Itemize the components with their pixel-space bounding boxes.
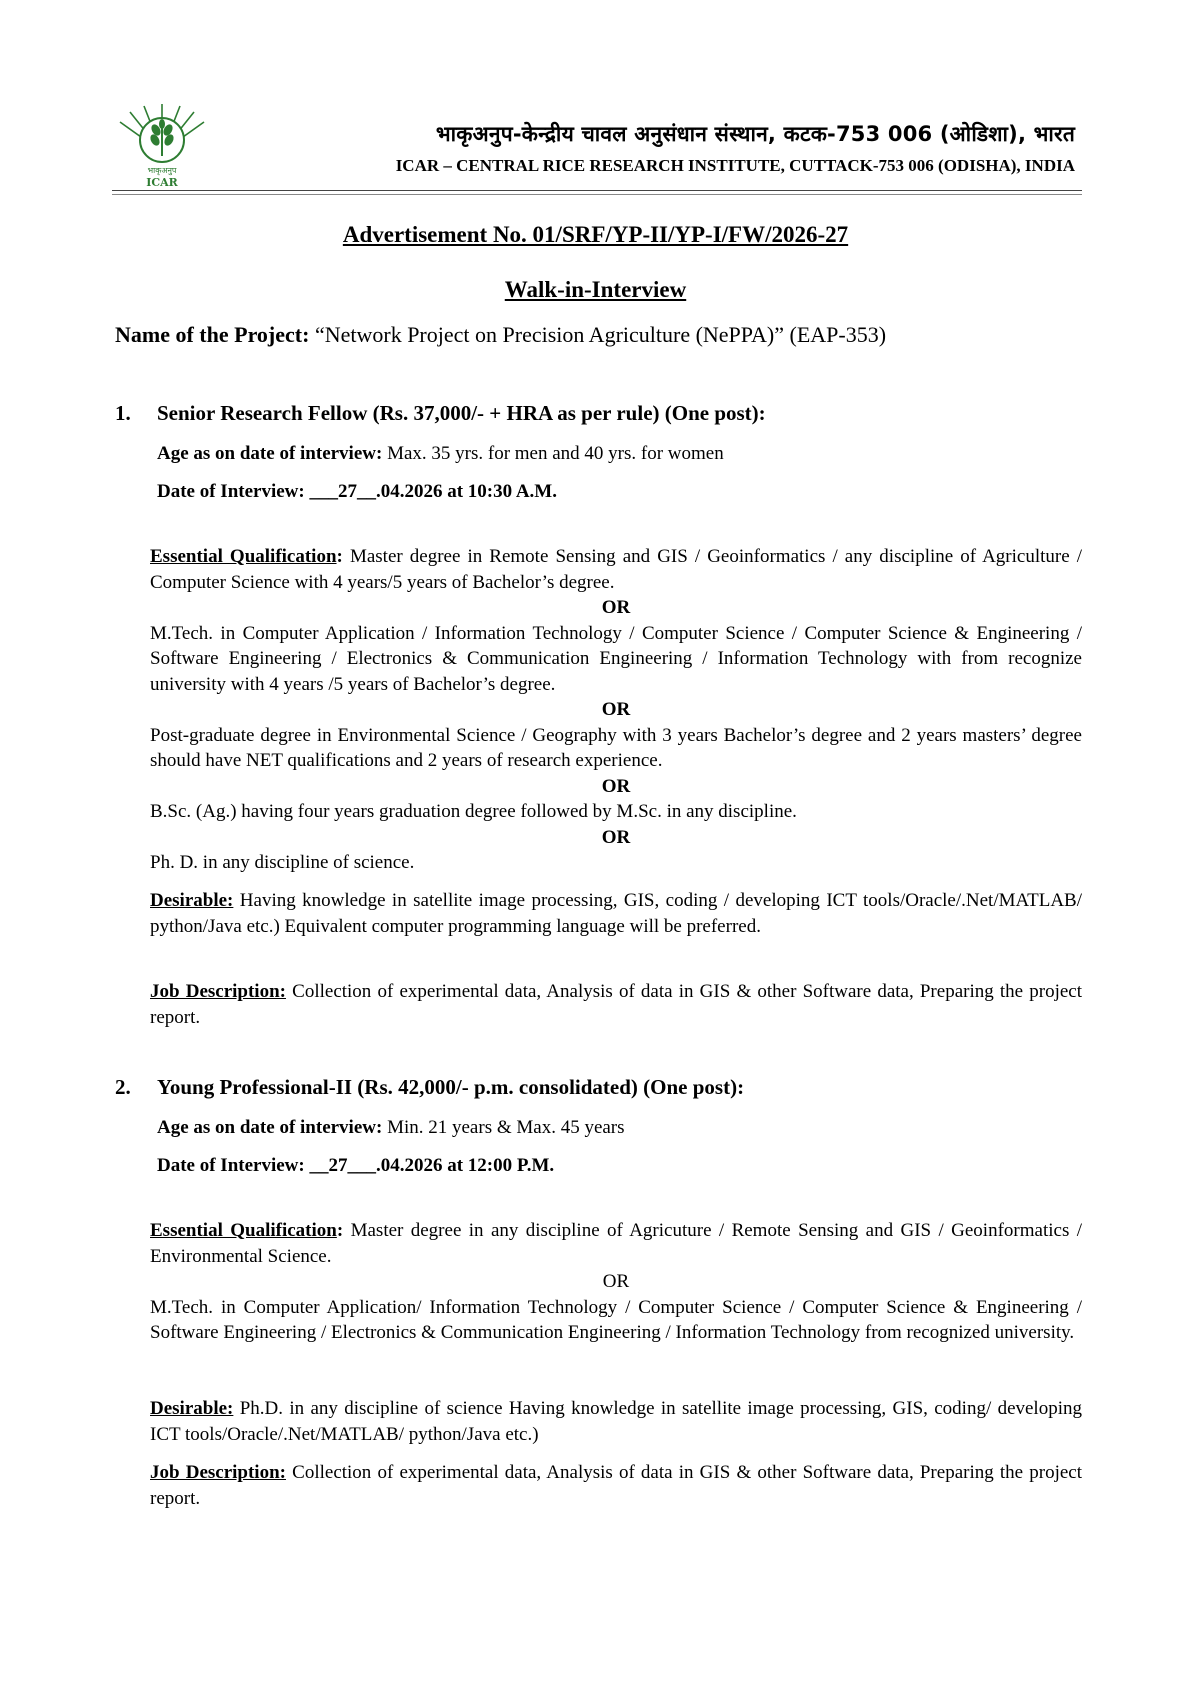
svg-text:भाकृअनुप: भाकृअनुप xyxy=(147,166,177,175)
letterhead-english: ICAR – CENTRAL RICE RESEARCH INSTITUTE, CUTTACK-753 006 (ODISHA), INDIA xyxy=(395,156,1075,175)
walk-in-title: Walk-in-Interview xyxy=(504,277,687,302)
letterhead-hindi: भाकृअनुप-केन्द्रीय चावल अनुसंधान संस्थान, कटक-753 006 (ओडिशा), भारत xyxy=(435,122,1075,146)
project-name: Name of the Project: “Network Project on Precision Agriculture (NePPA)” (EAP-353) xyxy=(115,322,887,347)
letterhead-rule-thin xyxy=(112,194,1082,195)
section-1-number: 1. xyxy=(115,401,131,425)
section-2-title: Young Professional-II (Rs. 42,000/- p.m. consolidated) (One post): xyxy=(157,1075,745,1099)
section-2-essential: Essential Qualification: Master degree in any discipline of Agricuture / Remote Sensing and GIS / Geoinformatics / Environmental Science. OR M.Tech. in Computer Application/ Information Technology / Computer Science / Computer Science & Engineering / Software Engineering / Electronics & Communication Engineering / Information Technology from recognized university. xyxy=(150,1220,1083,1343)
letterhead-rule xyxy=(112,190,1082,191)
advertisement-number: Advertisement No. 01/SRF/YP-II/YP-I/FW/2026-27 xyxy=(342,222,849,247)
section-2-number: 2. xyxy=(115,1075,131,1099)
section-2-job-description: Job Description: Collection of experimental data, Analysis of data in GIS & other Software data, Preparing the project report. xyxy=(150,1462,1083,1509)
icar-logo xyxy=(112,100,212,192)
section-1-age: Age as on date of interview: Max. 35 yrs. for men and 40 yrs. for women xyxy=(157,443,724,464)
section-1-interview-date: Date of Interview: ___27__.04.2026 at 10:30 A.M. xyxy=(157,481,557,502)
svg-text:ICAR: ICAR xyxy=(146,176,178,189)
section-1-desirable: Desirable: Having knowledge in satellite image processing, GIS, coding / developing ICT tools/Oracle/.Net/MATLAB/ python/Java etc.) Equivalent computer programming language will be preferred. xyxy=(150,890,1082,937)
section-1-title: Senior Research Fellow (Rs. 37,000/- + HRA as per rule) (One post): xyxy=(157,401,766,425)
section-1-job-description: Job Description: Collection of experimental data, Analysis of data in GIS & other Software data, Preparing the project report. xyxy=(150,981,1083,1028)
section-2-interview-date: Date of Interview: __27___.04.2026 at 12:00 P.M. xyxy=(157,1155,555,1176)
section-2-desirable: Desirable: Ph.D. in any discipline of science Having knowledge in satellite image processing, GIS, coding/ developing ICT tools/Oracle/.Net/MATLAB/ python/Java etc.) xyxy=(150,1398,1082,1445)
section-1-essential: Essential Qualification: Master degree in Remote Sensing and GIS / Geoinformatics / any discipline of Agriculture / Computer Science with 4 years/5 years of Bachelor’s degree. OR M.Tech. in Computer Application / Information Technology / Computer Science / Computer Science & Engineering / Software Engineering / Electronics & Communication Engineering / Information Technology with from recognize university with 4 years /5 years of Bachelor’s degree. OR Post-graduate degree in Environmental Science / Geography with 3 years Bachelor’s degree and 2 years masters’ degree should have NET qualifications and 2 years of research experience. OR B.Sc. (Ag.) having four years graduation degree followed by M.Sc. in any discipline. OR Ph. D. in any discipline of science. xyxy=(150,546,1083,873)
section-2-age: Age as on date of interview: Min. 21 years & Max. 45 years xyxy=(157,1117,625,1138)
